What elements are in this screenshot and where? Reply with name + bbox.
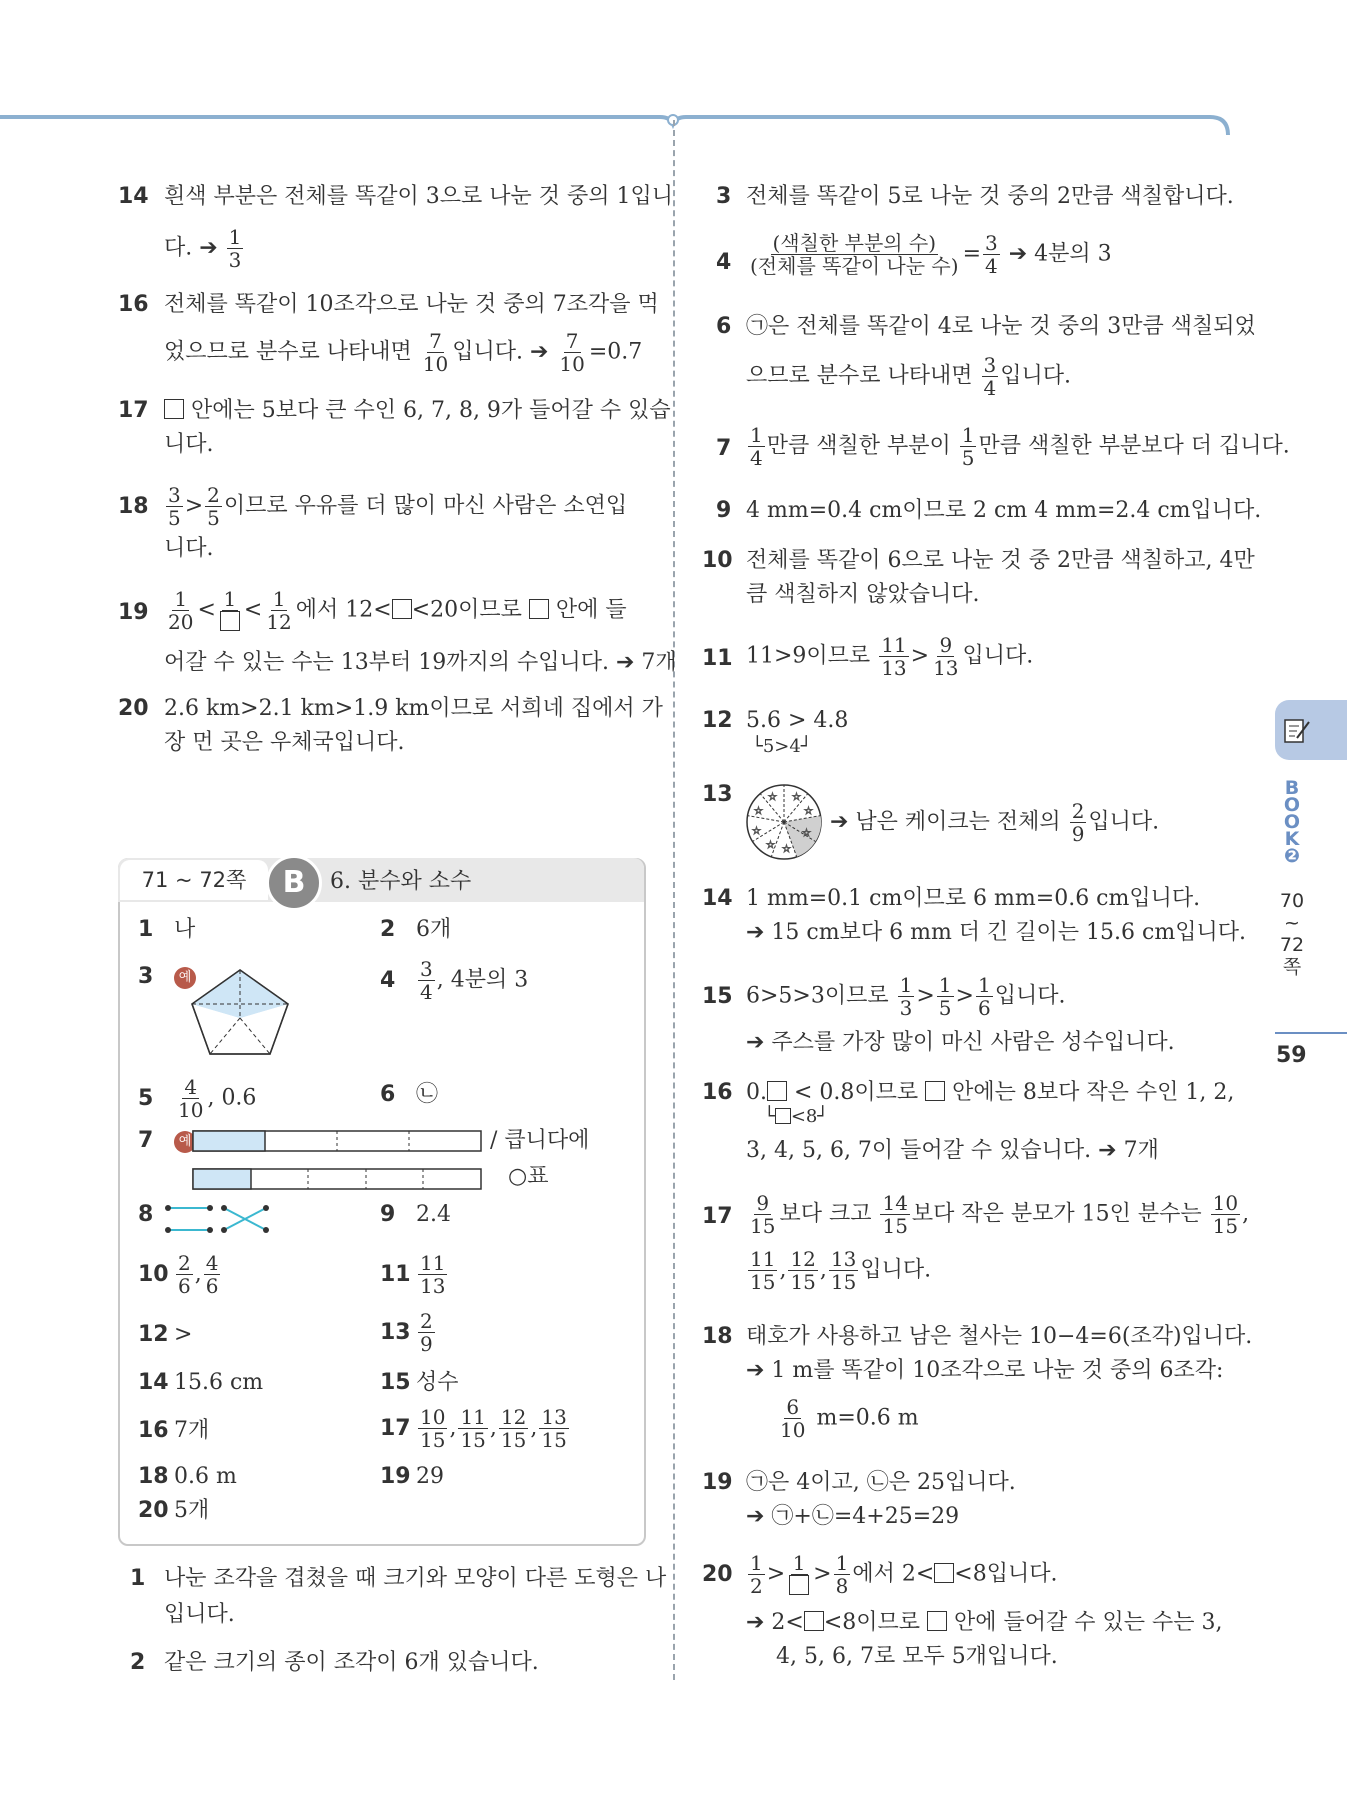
notepad-pencil-icon [1283, 716, 1311, 744]
solution-18: 18 $\frac{3}{5}$ > $\frac{2}{5}$ 이므로 우유를 더 많이 마신 사람은 소연입 니다. [118, 484, 648, 564]
blank-box-icon [392, 599, 412, 619]
dot-matching-diagram [162, 1202, 274, 1236]
solution-11: 11 11>9이므로 $\frac{11}{13}$ > $\frac{9}{13}$ 입니다. [702, 633, 1034, 680]
blank-box-icon [164, 399, 184, 419]
fraction: $\frac{7}{10}$ [559, 329, 585, 376]
fraction: 1 [218, 588, 242, 633]
blank-box-icon [220, 611, 240, 631]
solution-text: =0.7 [588, 339, 643, 365]
answer-box-badge: B [266, 855, 322, 911]
solution-text: 안에 들 [555, 597, 627, 623]
answer-12: 12 > [138, 1322, 193, 1347]
solution-text: 이므로 우유를 더 많이 마신 사람은 소연입 [223, 493, 628, 519]
solution-1 [118, 1562, 667, 1632]
answer-2: 2 6개 [380, 917, 452, 942]
answer-9: 9 2.4 [380, 1202, 451, 1227]
solution-7: 7 $\frac{1}{4}$ 만큼 색칠한 부분이 $\frac{1}{5}$ 만큼 색칠한 부분보다 더 깁니다. [716, 423, 1290, 470]
solution-20 [118, 692, 663, 762]
svg-text:☆: ☆ [752, 826, 761, 837]
column-divider [673, 120, 675, 1680]
answer-16: 16 7개 [138, 1418, 210, 1443]
problem-number: 17 [118, 398, 149, 423]
solution-17 [118, 394, 671, 464]
top-border-line [0, 0, 1347, 140]
solution-17-right: 17 $\frac{9}{15}$ 보다 크고 $\frac{14}{15}$ 보다 작은 분모가 15인 분수는 $\frac{10}{15}$ , $\frac{11}{15}$ , $\frac{12}{15}$ , $\frac{13}{15}$ 입니다. [702, 1191, 1250, 1294]
solution-14-right: 14 1 mm=0.1 cm이므로 6 mm=0.6 cm입니다. ➔ 15 cm보다 6 mm 더 긴 길이는 15.6 cm입니다. [702, 886, 1246, 945]
svg-text:☆: ☆ [754, 806, 763, 817]
problem-number: 2 [130, 1650, 146, 1675]
answer-18: 18 0.6 m [138, 1464, 237, 1489]
solution-text: 흰색 부분은 전체를 똑같이 3으로 나눈 것 중의 1입니 [164, 184, 673, 209]
solution-20-right: 20 $\frac{1}{2}$ > 1 > $\frac{1}{8}$ 에서 2< <8입니다. ➔ 2< <8이므로 안에 들어갈 수 있는 수는 3, 4, 5, 6, 7로 모두 5개입니다. [702, 1551, 1223, 1669]
solution-text: 2.6 km>2.1 km>1.9 km이므로 서희네 집에서 가 [164, 696, 663, 721]
solution-text: 입니다. ➔ [452, 339, 549, 365]
solution-14 [118, 180, 673, 272]
answer-15: 15 성수 [380, 1370, 459, 1395]
solution-text: 전체를 똑같이 10조각으로 나눈 것 중의 7조각을 먹 [164, 292, 659, 317]
problem-number: 16 [118, 292, 149, 317]
svg-text:☆: ☆ [804, 806, 813, 817]
solution-text: 니다. [164, 432, 214, 457]
blank-box-icon [529, 599, 549, 619]
cake-diagram [744, 782, 824, 862]
solution-text: <20이므로 [411, 597, 522, 623]
solution-4: 4 $\frac{\text{(색칠한 부분의 수)}}{\text{(전체를 똑같이 나눈 수)}}$ = $\frac{3}{4}$ ➔ 4분의 3 [716, 231, 1112, 278]
solution-text: 니다. [164, 536, 214, 561]
solution-10: 10 전체를 똑같이 6으로 나눈 것 중 2만큼 색칠하고, 4만 큼 색칠하지 않았습니다. [702, 548, 1255, 607]
page-number: 59 [1276, 1043, 1307, 1068]
problem-number: 18 [118, 494, 149, 519]
problem-number: 1 [130, 1566, 146, 1591]
solution-text: 안에는 5보다 큰 수인 6, 7, 8, 9가 들어갈 수 있습 [191, 398, 671, 423]
example-badge: 예 [174, 1131, 196, 1153]
fraction: $\frac{1}{20}$ [168, 587, 194, 634]
solution-text: 어갈 수 있는 수는 13부터 19까지의 수입니다. ➔ 7개 [164, 650, 677, 675]
fraction: $\frac{7}{10}$ [422, 329, 449, 376]
answer-10: 10 $\frac{2}{6}$ , $\frac{4}{6}$ [138, 1251, 219, 1298]
svg-text:☆: ☆ [792, 792, 801, 803]
problem-number: 14 [118, 184, 149, 209]
fraction: $\frac{1}{3}$ [228, 225, 242, 272]
answer-11: 11 $\frac{11}{13}$ [380, 1251, 446, 1298]
answer-7-note: / 큽니다에 [490, 1128, 590, 1153]
solution-text: 나눈 조각을 겹쳤을 때 크기와 모양이 다른 도형은 나 [164, 1566, 667, 1591]
svg-text:☆: ☆ [768, 792, 777, 803]
solution-19-right: 19 ㉠은 4이고, ㉡은 25입니다. ➔ ㉠+㉡=4+25=29 [702, 1470, 1016, 1529]
fraction: $\frac{2}{5}$ [207, 483, 220, 530]
answer-box-title: 6. 분수와 소수 [330, 869, 472, 894]
answer-8: 8 [138, 1202, 154, 1227]
fraction: $\frac{1}{12}$ [266, 587, 292, 634]
svg-text:☆: ☆ [782, 844, 791, 855]
fraction-bars-diagram [192, 1130, 484, 1192]
answer-6: 6 ㉡ [380, 1082, 439, 1107]
side-divider [1275, 1032, 1347, 1034]
solution-19: 19 $\frac{1}{20}$ < 1 < $\frac{1}{12}$ 에서 12< <20이므로 안에 들 어갈 수 있는 수는 13부터 19까지의 수입니다. ➔ 7개 [118, 588, 648, 678]
problem-number: 20 [118, 696, 149, 721]
answer-4: 4 $\frac{3}{4}$ , 4분의 3 [380, 957, 529, 1004]
svg-text:☆: ☆ [766, 840, 775, 851]
solution-text: 었으므로 분수로 나타내면 [164, 339, 412, 365]
answer-7-note: ○표 [508, 1164, 549, 1189]
book-label: B O O K ❷ [1283, 777, 1301, 867]
answer-20: 20 5개 [138, 1498, 210, 1523]
solution-16-right: 16 0. < 0.8이므로 안에는 8보다 작은 수인 1, 2, └ <8┘ 3, 4, 5, 6, 7이 들어갈 수 있습니다. ➔ 7개 [702, 1080, 1235, 1163]
solution-text: 장 먼 곳은 우체국입니다. [164, 730, 405, 755]
fraction: $\frac{3}{5}$ [168, 483, 181, 530]
page-range-label: 70 ~ 72 쪽 [1279, 890, 1305, 978]
answer-5: 5 $\frac{4}{10}$ , 0.6 [138, 1075, 257, 1122]
answer-17: 17 $\frac{10}{15}$ , $\frac{11}{15}$ , $\frac{12}{15}$ , $\frac{13}{15}$ [380, 1405, 567, 1452]
answer-1: 1 나 [138, 917, 196, 942]
solution-13: 13 ☆ ☆ ☆ ☆ ☆ ☆ ☆ ☆ ➔ 남은 케이크는 전체의 $\frac{2}{9}$ 입니다. [700, 778, 1230, 858]
problem-number: 19 [118, 600, 149, 625]
answer-19: 19 29 [380, 1464, 444, 1489]
solution-12: 12 5.6 > 4.8 └5>4┘ [702, 708, 849, 757]
example-badge: 예 [174, 967, 196, 989]
solution-6: 6 ㉠은 전체를 똑같이 4로 나눈 것 중의 3만큼 색칠되었 으므로 분수로 나타내면 $\frac{3}{4}$ 입니다. [716, 314, 1256, 400]
solution-text: 에서 12< [295, 597, 392, 623]
answer-14: 14 15.6 cm [138, 1370, 264, 1395]
solution-2 [118, 1646, 648, 1682]
svg-text:☆: ☆ [802, 828, 811, 839]
answer-7: 7 예 [138, 1126, 196, 1156]
answer-3: 3 예 [138, 962, 196, 992]
solution-text: 같은 크기의 종이 조각이 6개 있습니다. [164, 1650, 539, 1675]
solution-18-right: 18 태호가 사용하고 남은 철사는 10−4=6(조각)입니다. ➔ 1 m를 똑같이 10조각으로 나눈 것 중의 6조각: $\frac{6}{10}$ m=0.6 m [702, 1324, 1253, 1442]
solution-text: 다. ➔ [164, 235, 225, 261]
solution-15: 15 6>5>3이므로 $\frac{1}{3}$ > $\frac{1}{5}$ > $\frac{1}{6}$ 입니다. ➔ 주스를 가장 많이 마신 사람은 성수입니다. [702, 973, 1175, 1055]
answer-13: 13 $\frac{2}{9}$ [380, 1309, 433, 1356]
solution-16 [118, 288, 659, 378]
answer-box-page-range: 71 ~ 72쪽 [120, 860, 268, 900]
pentagon-diagram [188, 966, 292, 1058]
solution-text: 입니다. [164, 1602, 235, 1627]
